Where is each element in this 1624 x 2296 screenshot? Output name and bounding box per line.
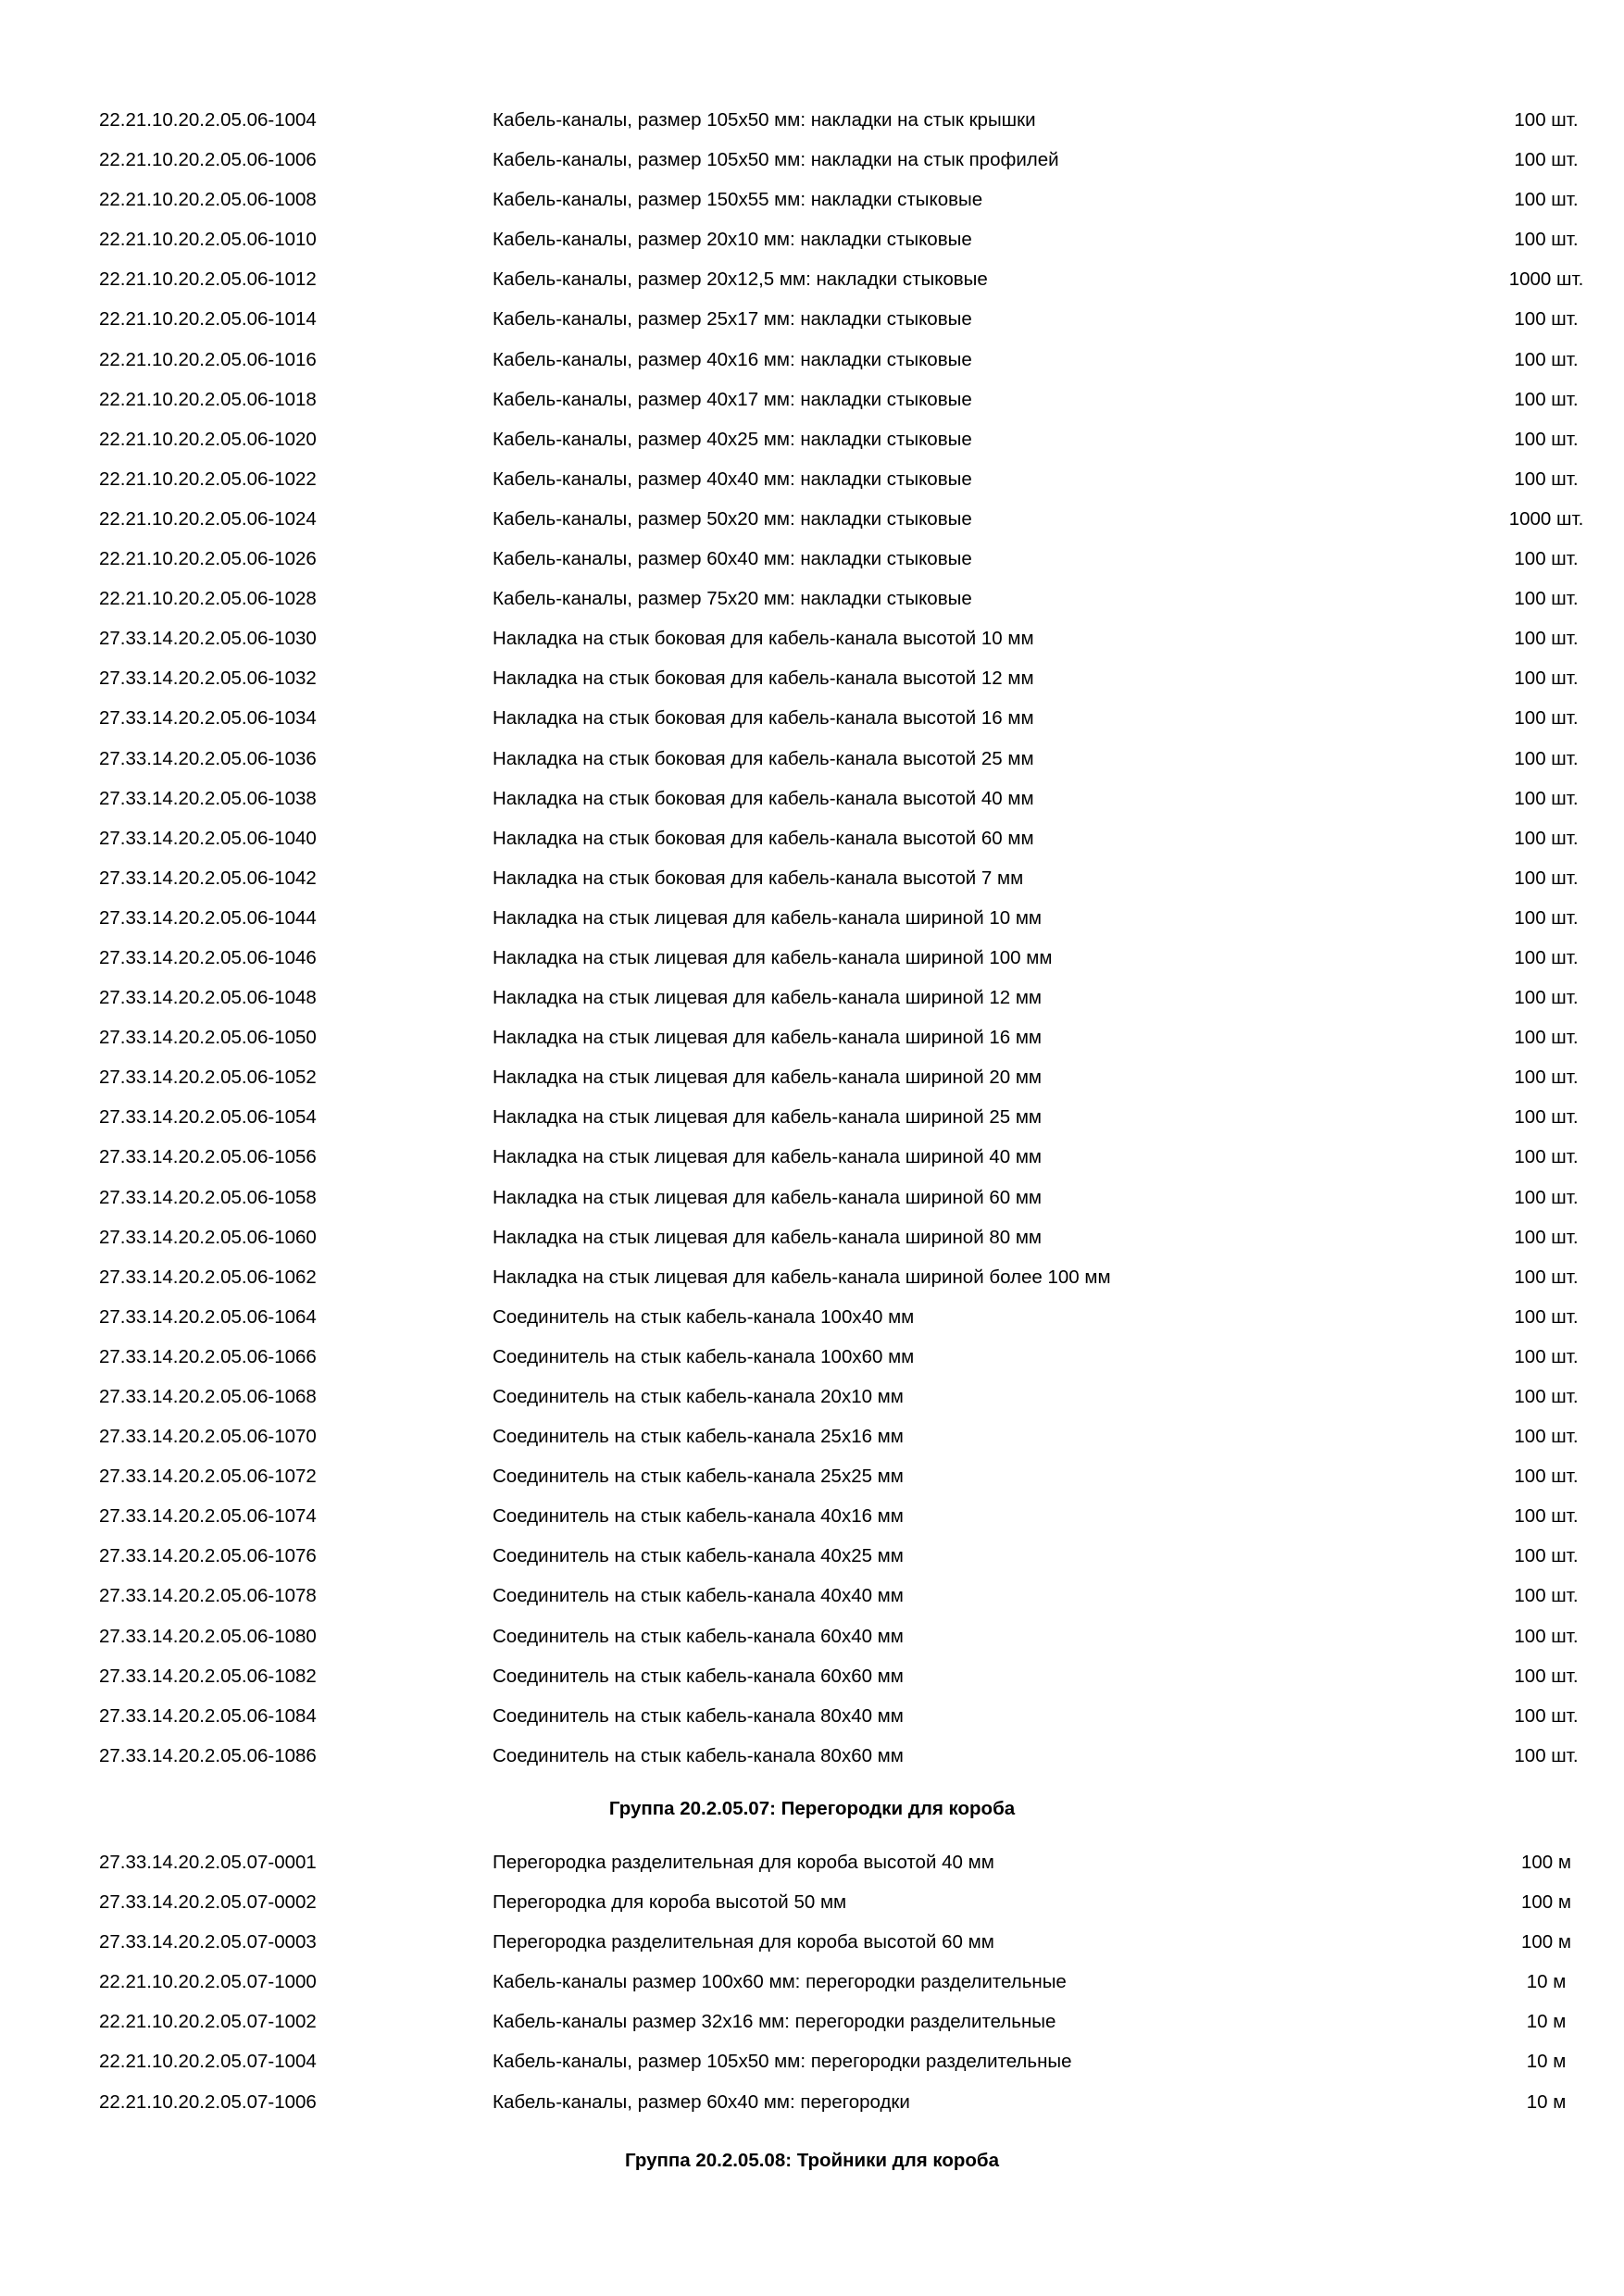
code-cell: 27.33.14.20.2.05.06-1046 — [99, 946, 317, 968]
unit-cell: 100 шт. — [1514, 1505, 1579, 1528]
code-cell: 27.33.14.20.2.05.06-1030 — [99, 628, 317, 650]
name-cell: Накладка на стык боковая для кабель-канала высотой 25 мм — [493, 747, 1034, 769]
code-cell: 27.33.14.20.2.05.07-0002 — [99, 1891, 317, 1914]
code-cell: 27.33.14.20.2.05.06-1038 — [99, 787, 317, 809]
unit-cell: 100 м — [1521, 1931, 1571, 1953]
name-cell: Кабель-каналы, размер 60х40 мм: накладки стыковые — [493, 548, 972, 570]
unit-cell: 100 шт. — [1514, 1027, 1579, 1049]
table-row — [0, 579, 1624, 618]
unit-cell: 1000 шт. — [1508, 507, 1584, 530]
code-cell: 27.33.14.20.2.05.06-1074 — [99, 1505, 317, 1528]
name-cell: Кабель-каналы, размер 20х12,5 мм: накладки стыковые — [493, 268, 988, 291]
code-cell: 27.33.14.20.2.05.06-1058 — [99, 1186, 317, 1208]
unit-cell: 100 шт. — [1514, 787, 1579, 809]
code-cell: 22.21.10.20.2.05.07-1004 — [99, 2051, 317, 2073]
code-cell: 27.33.14.20.2.05.06-1032 — [99, 668, 317, 690]
unit-cell: 100 шт. — [1514, 1585, 1579, 1607]
table-block-group-06 — [0, 100, 1624, 1776]
table-row — [0, 739, 1624, 779]
unit-cell: 100 шт. — [1514, 668, 1579, 690]
table-row — [0, 380, 1624, 419]
name-cell: Перегородка разделительная для короба высотой 60 мм — [493, 1931, 994, 1953]
code-cell: 27.33.14.20.2.05.06-1050 — [99, 1027, 317, 1049]
unit-cell: 100 шт. — [1514, 628, 1579, 650]
unit-cell: 100 шт. — [1514, 1704, 1579, 1727]
unit-cell: 100 шт. — [1514, 1146, 1579, 1168]
unit-cell: 10 м — [1526, 1971, 1567, 1993]
table-row — [0, 419, 1624, 459]
code-cell: 27.33.14.20.2.05.06-1056 — [99, 1146, 317, 1168]
table-row — [0, 1536, 1624, 1576]
code-cell: 27.33.14.20.2.05.06-1084 — [99, 1704, 317, 1727]
table-row — [0, 259, 1624, 299]
unit-cell: 100 шт. — [1514, 428, 1579, 450]
code-cell: 22.21.10.20.2.05.07-1006 — [99, 2090, 317, 2113]
unit-cell: 100 шт. — [1514, 1545, 1579, 1567]
name-cell: Кабель-каналы размер 100х60 мм: перегородки разделительные — [493, 1971, 1067, 1993]
name-cell: Накладка на стык боковая для кабель-канала высотой 40 мм — [493, 787, 1034, 809]
unit-cell: 100 шт. — [1514, 229, 1579, 251]
name-cell: Перегородка для короба высотой 50 мм — [493, 1891, 847, 1914]
unit-cell: 100 шт. — [1514, 987, 1579, 1009]
table-row — [0, 1882, 1624, 1922]
name-cell: Кабель-каналы, размер 105х50 мм: накладки на стык профилей — [493, 149, 1059, 171]
table-row — [0, 938, 1624, 978]
name-cell: Соединитель на стык кабель-канала 60х60 мм — [493, 1665, 904, 1687]
table-row — [0, 1656, 1624, 1696]
table-row — [0, 1616, 1624, 1656]
unit-cell: 100 м — [1521, 1852, 1571, 1873]
name-cell: Накладка на стык боковая для кабель-канала высотой 10 мм — [493, 628, 1034, 650]
group-heading-20-2-05-08: Группа 20.2.05.08: Тройники для короба — [624, 2150, 999, 2171]
name-cell: Накладка на стык лицевая для кабель-канала шириной 16 мм — [493, 1027, 1043, 1049]
name-cell: Кабель-каналы, размер 40х16 мм: накладки стыковые — [493, 348, 972, 370]
name-cell: Соединитель на стык кабель-канала 100х40 мм — [493, 1305, 915, 1328]
table-row — [0, 1922, 1624, 1962]
table-row — [0, 1097, 1624, 1137]
unit-cell: 10 м — [1526, 2051, 1567, 2073]
name-cell: Соединитель на стык кабель-канала 25х25 мм — [493, 1466, 904, 1488]
unit-cell: 100 шт. — [1514, 109, 1579, 131]
code-cell: 22.21.10.20.2.05.06-1008 — [99, 189, 317, 211]
table-row — [0, 1377, 1624, 1416]
unit-cell: 100 шт. — [1514, 588, 1579, 610]
unit-cell: 100 шт. — [1514, 468, 1579, 490]
name-cell: Соединитель на стык кабель-канала 25х16 мм — [493, 1426, 904, 1448]
code-cell: 27.33.14.20.2.05.06-1076 — [99, 1545, 317, 1567]
table-row — [0, 858, 1624, 898]
unit-cell: 1000 шт. — [1508, 268, 1584, 291]
unit-cell: 100 шт. — [1514, 747, 1579, 769]
name-cell: Соединитель на стык кабель-канала 20х10 мм — [493, 1386, 904, 1407]
code-cell: 27.33.14.20.2.05.06-1086 — [99, 1744, 317, 1766]
code-cell: 22.21.10.20.2.05.07-1002 — [99, 2011, 317, 2033]
name-cell: Накладка на стык боковая для кабель-канала высотой 16 мм — [493, 707, 1034, 730]
unit-cell: 100 шт. — [1514, 1226, 1579, 1248]
name-cell: Кабель-каналы, размер 40х17 мм: накладки стыковые — [493, 388, 972, 410]
name-cell: Кабель-каналы, размер 75х20 мм: накладки стыковые — [493, 588, 972, 610]
unit-cell: 100 шт. — [1514, 906, 1579, 929]
code-cell: 22.21.10.20.2.05.06-1028 — [99, 588, 317, 610]
name-cell: Накладка на стык лицевая для кабель-канала шириной более 100 мм — [493, 1266, 1111, 1288]
unit-cell: 100 шт. — [1514, 308, 1579, 331]
code-cell: 22.21.10.20.2.05.06-1024 — [99, 507, 317, 530]
unit-cell: 100 шт. — [1514, 348, 1579, 370]
name-cell: Кабель-каналы, размер 105х50 мм: перегородки разделительные — [493, 2051, 1072, 2073]
name-cell: Кабель-каналы, размер 150х55 мм: накладки стыковые — [493, 189, 983, 211]
table-row — [0, 658, 1624, 698]
code-cell: 27.33.14.20.2.05.06-1034 — [99, 707, 317, 730]
table-row — [0, 499, 1624, 539]
table-row — [0, 299, 1624, 339]
name-cell: Соединитель на стык кабель-канала 80х40 мм — [493, 1704, 904, 1727]
code-cell: 27.33.14.20.2.05.06-1054 — [99, 1106, 317, 1129]
unit-cell: 100 шт. — [1514, 1266, 1579, 1288]
unit-cell: 100 шт. — [1514, 1426, 1579, 1448]
code-cell: 22.21.10.20.2.05.06-1004 — [99, 109, 317, 131]
name-cell: Накладка на стык боковая для кабель-канала высотой 60 мм — [493, 827, 1034, 849]
code-cell: 27.33.14.20.2.05.06-1068 — [99, 1386, 317, 1407]
unit-cell: 100 шт. — [1514, 1466, 1579, 1488]
name-cell: Накладка на стык лицевая для кабель-канала шириной 100 мм — [493, 946, 1053, 968]
table-row — [0, 1178, 1624, 1217]
code-cell: 22.21.10.20.2.05.07-1000 — [99, 1971, 317, 1993]
name-cell: Накладка на стык лицевая для кабель-канала шириной 10 мм — [493, 906, 1043, 929]
code-cell: 27.33.14.20.2.05.06-1070 — [99, 1426, 317, 1448]
code-cell: 27.33.14.20.2.05.06-1078 — [99, 1585, 317, 1607]
unit-cell: 100 шт. — [1514, 1665, 1579, 1687]
unit-cell: 100 шт. — [1514, 388, 1579, 410]
code-cell: 22.21.10.20.2.05.06-1016 — [99, 348, 317, 370]
table-row — [0, 1217, 1624, 1257]
unit-cell: 100 м — [1521, 1891, 1571, 1914]
table-row — [0, 100, 1624, 140]
table-row — [0, 1496, 1624, 1536]
name-cell: Накладка на стык лицевая для кабель-канала шириной 20 мм — [493, 1067, 1043, 1089]
unit-cell: 100 шт. — [1514, 548, 1579, 570]
code-cell: 27.33.14.20.2.05.07-0003 — [99, 1931, 317, 1953]
table-row — [0, 978, 1624, 1017]
unit-cell: 100 шт. — [1514, 1305, 1579, 1328]
table-row — [0, 140, 1624, 180]
unit-cell: 10 м — [1526, 2011, 1567, 2033]
code-cell: 22.21.10.20.2.05.06-1006 — [99, 149, 317, 171]
table-row — [0, 1057, 1624, 1097]
name-cell: Накладка на стык лицевая для кабель-канала шириной 12 мм — [493, 987, 1043, 1009]
table-row — [0, 1456, 1624, 1496]
code-cell: 27.33.14.20.2.05.07-0001 — [99, 1852, 317, 1873]
unit-cell: 100 шт. — [1514, 867, 1579, 889]
code-cell: 27.33.14.20.2.05.06-1042 — [99, 867, 317, 889]
table-row — [0, 898, 1624, 938]
name-cell: Накладка на стык лицевая для кабель-канала шириной 80 мм — [493, 1226, 1043, 1248]
unit-cell: 100 шт. — [1514, 946, 1579, 968]
group-heading-20-2-05-07: Группа 20.2.05.07: Перегородки для короба — [608, 1798, 1016, 1819]
unit-cell: 100 шт. — [1514, 149, 1579, 171]
unit-cell: 100 шт. — [1514, 1345, 1579, 1367]
code-cell: 27.33.14.20.2.05.06-1060 — [99, 1226, 317, 1248]
code-cell: 27.33.14.20.2.05.06-1064 — [99, 1305, 317, 1328]
table-row — [0, 1696, 1624, 1736]
table-row — [0, 1736, 1624, 1776]
name-cell: Кабель-каналы, размер 105х50 мм: накладки на стык крышки — [493, 109, 1036, 131]
code-cell: 27.33.14.20.2.05.06-1072 — [99, 1466, 317, 1488]
code-cell: 27.33.14.20.2.05.06-1062 — [99, 1266, 317, 1288]
code-cell: 22.21.10.20.2.05.06-1022 — [99, 468, 317, 490]
table-row — [0, 1257, 1624, 1297]
unit-cell: 100 шт. — [1514, 1067, 1579, 1089]
unit-cell: 100 шт. — [1514, 707, 1579, 730]
code-cell: 22.21.10.20.2.05.06-1018 — [99, 388, 317, 410]
unit-cell: 100 шт. — [1514, 189, 1579, 211]
name-cell: Накладка на стык боковая для кабель-канала высотой 12 мм — [493, 668, 1034, 690]
name-cell: Кабель-каналы, размер 40х25 мм: накладки стыковые — [493, 428, 972, 450]
code-cell: 27.33.14.20.2.05.06-1036 — [99, 747, 317, 769]
name-cell: Соединитель на стык кабель-канала 60х40 мм — [493, 1625, 904, 1647]
name-cell: Кабель-каналы, размер 40х40 мм: накладки стыковые — [493, 468, 972, 490]
table-block-group-07 — [0, 1842, 1624, 2122]
unit-cell: 100 шт. — [1514, 1386, 1579, 1407]
table-row — [0, 1576, 1624, 1616]
code-cell: 22.21.10.20.2.05.06-1020 — [99, 428, 317, 450]
unit-cell: 100 шт. — [1514, 1186, 1579, 1208]
unit-cell: 10 м — [1526, 2090, 1567, 2113]
name-cell: Кабель-каналы, размер 50х20 мм: накладки стыковые — [493, 507, 972, 530]
name-cell: Соединитель на стык кабель-канала 40х40 мм — [493, 1585, 904, 1607]
name-cell: Кабель-каналы размер 32х16 мм: перегородки разделительные — [493, 2011, 1056, 2033]
code-cell: 22.21.10.20.2.05.06-1026 — [99, 548, 317, 570]
table-row — [0, 818, 1624, 858]
name-cell: Соединитель на стык кабель-канала 40х16 мм — [493, 1505, 904, 1528]
code-cell: 27.33.14.20.2.05.06-1082 — [99, 1665, 317, 1687]
table-row — [0, 219, 1624, 259]
unit-cell: 100 шт. — [1514, 1106, 1579, 1129]
table-row — [0, 1842, 1624, 1882]
table-row — [0, 180, 1624, 219]
table-row — [0, 1017, 1624, 1057]
table-row — [0, 2041, 1624, 2081]
table-row — [0, 2002, 1624, 2041]
code-cell: 27.33.14.20.2.05.06-1080 — [99, 1625, 317, 1647]
code-cell: 27.33.14.20.2.05.06-1040 — [99, 827, 317, 849]
table-row — [0, 1137, 1624, 1177]
table-row — [0, 779, 1624, 818]
name-cell: Накладка на стык лицевая для кабель-канала шириной 40 мм — [493, 1146, 1043, 1168]
code-cell: 27.33.14.20.2.05.06-1052 — [99, 1067, 317, 1089]
name-cell: Соединитель на стык кабель-канала 40х25 мм — [493, 1545, 904, 1567]
code-cell: 27.33.14.20.2.05.06-1066 — [99, 1345, 317, 1367]
code-cell: 27.33.14.20.2.05.06-1044 — [99, 906, 317, 929]
table-row — [0, 539, 1624, 579]
table-row — [0, 1416, 1624, 1456]
name-cell: Кабель-каналы, размер 20х10 мм: накладки стыковые — [493, 229, 972, 251]
name-cell: Накладка на стык лицевая для кабель-канала шириной 60 мм — [493, 1186, 1043, 1208]
name-cell: Кабель-каналы, размер 60х40 мм: перегородки — [493, 2090, 910, 2113]
table-row — [0, 618, 1624, 658]
table-row — [0, 698, 1624, 738]
unit-cell: 100 шт. — [1514, 827, 1579, 849]
unit-cell: 100 шт. — [1514, 1625, 1579, 1647]
name-cell: Перегородка разделительная для короба высотой 40 мм — [493, 1852, 994, 1873]
name-cell: Соединитель на стык кабель-канала 80х60 мм — [493, 1744, 904, 1766]
table-row — [0, 459, 1624, 499]
name-cell: Кабель-каналы, размер 25х17 мм: накладки стыковые — [493, 308, 972, 331]
table-row — [0, 340, 1624, 380]
name-cell: Соединитель на стык кабель-канала 100х60 мм — [493, 1345, 915, 1367]
name-cell: Накладка на стык лицевая для кабель-канала шириной 25 мм — [493, 1106, 1043, 1129]
name-cell: Накладка на стык боковая для кабель-канала высотой 7 мм — [493, 867, 1024, 889]
unit-cell: 100 шт. — [1514, 1744, 1579, 1766]
code-cell: 27.33.14.20.2.05.06-1048 — [99, 987, 317, 1009]
table-row — [0, 1962, 1624, 2002]
code-cell: 22.21.10.20.2.05.06-1012 — [99, 268, 317, 291]
code-cell: 22.21.10.20.2.05.06-1014 — [99, 308, 317, 331]
table-row — [0, 1337, 1624, 1377]
table-row — [0, 2082, 1624, 2122]
table-row — [0, 1297, 1624, 1337]
code-cell: 22.21.10.20.2.05.06-1010 — [99, 229, 317, 251]
